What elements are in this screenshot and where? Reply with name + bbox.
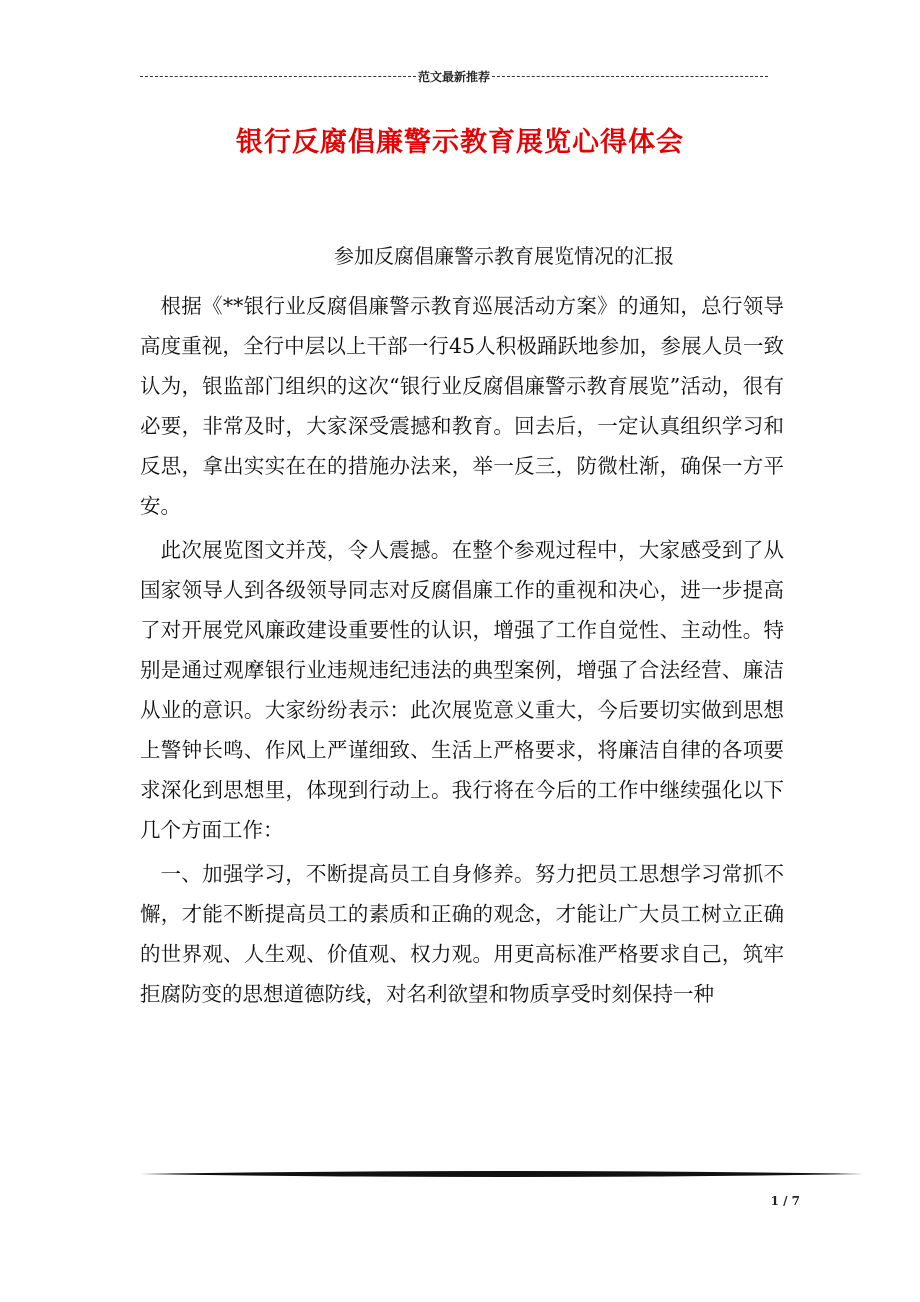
document-subtitle: 参加反腐倡廉警示教育展览情况的汇报: [334, 244, 674, 268]
header-dash-left: [140, 76, 416, 77]
paragraph-2: 此次展览图文并茂，令人震撼。在整个参观过程中，大家感受到了从国家领导人到各级领导同志对反腐倡廉工作的重视和决心，进一步提高了对开展党风廉政建设重要性的认识，增强了工作自觉性、主动性。特别是通过观摩银行业违规违纪违法的典型案例，增强了合法经营、廉洁从业的意识。大家纷纷表示：此次展览意义重大，今后要切实做到思想上警钟长鸣、作风上严谨细致、生活上严格要求，将廉洁自律的各项要求深化到思想里，体现到行动上。我行将在今后的工作中继续强化以下几个方面工作：: [140, 538, 784, 842]
document-body: [140, 286, 784, 1018]
paragraph-1: 根据《**银行业反腐倡廉警示教育巡展活动方案》的通知，总行领导高度重视，全行中层以上干部一行45人积极踊跃地参加，参展人员一致认为，银监部门组织的这次“银行业反腐倡廉警示教育展览”活动，很有必要，非常及时，大家深受震撼和教育。回去后，一定认真组织学习和反思，拿出实实在在的措施办法来，举一反三，防微杜渐，确保一方平安。: [140, 294, 784, 518]
footer-rule: [140, 1170, 864, 1178]
page-header: [140, 68, 768, 85]
header-text: 范文最新推荐: [418, 70, 491, 84]
document-title: 银行反腐倡廉警示教育展览心得体会: [236, 127, 684, 158]
header-dash-right: [492, 76, 768, 77]
paragraph-3: 一、加强学习，不断提高员工自身修养。努力把员工思想学习常抓不懈，才能不断提高员工的素质和正确的观念，才能让广大员工树立正确的世界观、人生观、价值观、权力观。用更高标准严格要求自己，筑牢拒腐防变的思想道德防线，对名利欲望和物质享受时刻保持一种: [140, 862, 784, 1006]
page-number: 1 / 7: [770, 1194, 800, 1208]
